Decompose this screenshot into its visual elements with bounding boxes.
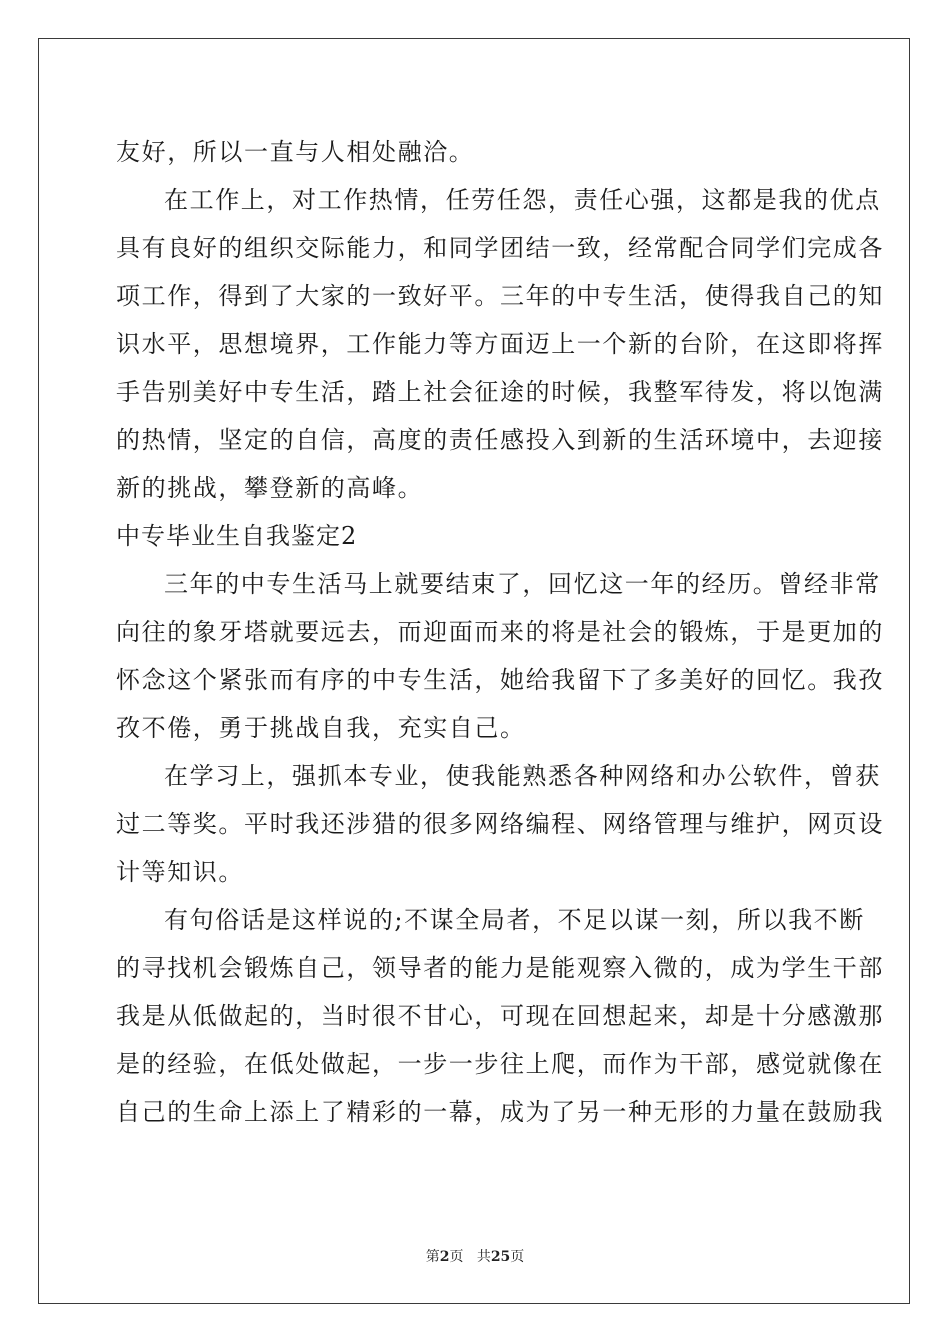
- footer-total-suffix: 页: [510, 1249, 525, 1265]
- text-line: 在学习上，强抓本专业，使我能熟悉各种网络和办公软件，曾获: [164, 762, 881, 790]
- text-line: 怀念这个紧张而有序的中专生活，她给我留下了多美好的回忆。我孜: [116, 666, 884, 694]
- text-line: 识水平，思想境界，工作能力等方面迈上一个新的台阶，在这即将挥: [116, 330, 884, 358]
- document-body: [116, 128, 884, 1136]
- text-line: 向往的象牙塔就要远去，而迎面而来的将是社会的锻炼，于是更加的: [116, 618, 884, 646]
- text-line: 三年的中专生活马上就要结束了，回忆这一年的经历。曾经非常: [164, 570, 881, 598]
- text-line: 友好，所以一直与人相处融洽。: [116, 138, 475, 166]
- text-line: 孜不倦，勇于挑战自我，充实自己。: [116, 714, 526, 742]
- text-line: 新的挑战，攀登新的高峰。: [116, 474, 424, 502]
- page-footer: [0, 1248, 950, 1266]
- footer-page-suffix: 页: [449, 1249, 464, 1265]
- text-line: 我是从低做起的，当时很不甘心，可现在回想起来，却是十分感激那: [116, 1002, 884, 1030]
- footer-total-prefix: 共: [476, 1249, 491, 1265]
- text-line: 计等知识。: [116, 858, 244, 886]
- footer-page-total: 25: [490, 1249, 511, 1265]
- text-line: 自己的生命上添上了精彩的一幕，成为了另一种无形的力量在鼓励我: [116, 1098, 884, 1126]
- text-line: 的热情，坚定的自信，高度的责任感投入到新的生活环境中，去迎接: [116, 426, 884, 454]
- footer-page-current: 2: [439, 1249, 450, 1265]
- text-line: 是的经验，在低处做起，一步一步往上爬，而作为干部，感觉就像在: [116, 1050, 884, 1078]
- text-line: 的寻找机会锻炼自己，领导者的能力是能观察入微的，成为学生干部: [116, 954, 884, 982]
- text-line: 项工作，得到了大家的一致好平。三年的中专生活，使得我自己的知: [116, 282, 884, 310]
- text-line: 手告别美好中专生活，踏上社会征途的时候，我整军待发，将以饱满: [116, 378, 884, 406]
- footer-page-prefix: 第: [425, 1249, 440, 1265]
- text-line: 过二等奖。平时我还涉猎的很多网络编程、网络管理与维护，网页设: [116, 810, 884, 838]
- text-line: 有句俗话是这样说的;不谋全局者，不足以谋一刻，所以我不断: [164, 906, 865, 934]
- text-line: 具有良好的组织交际能力，和同学团结一致，经常配合同学们完成各: [116, 234, 884, 262]
- section-heading: 中专毕业生自我鉴定2: [116, 522, 358, 550]
- text-line: 在工作上，对工作热情，任劳任怨，责任心强，这都是我的优点: [164, 186, 881, 214]
